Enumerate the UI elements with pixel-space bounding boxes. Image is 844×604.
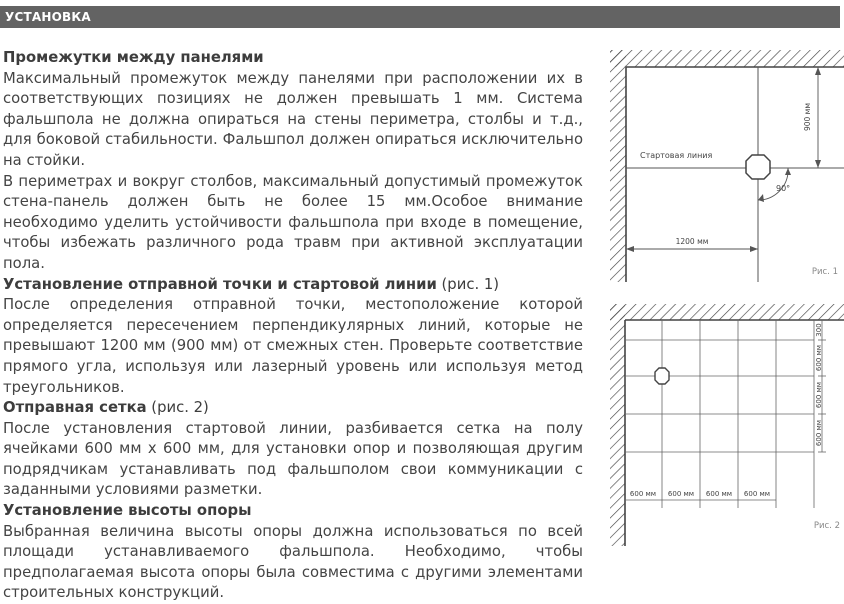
- figure-1-caption: Рис. 1: [811, 267, 838, 277]
- heading-grid: Отправная сетка (рис. 2): [3, 399, 209, 417]
- figure-2-caption: Рис. 2: [813, 521, 840, 531]
- dim-bottom-3: 600 мм: [705, 490, 733, 498]
- dim-bottom-4: 600 мм: [743, 490, 771, 498]
- figure-ref: (рис. 2): [146, 399, 209, 417]
- angle-label: 90°: [776, 184, 791, 193]
- figure-ref: (рис. 1): [436, 275, 500, 293]
- dim-bottom-1: 600 мм: [629, 490, 657, 498]
- figure-2-drawing: [600, 300, 844, 546]
- dim-right-1: 600 мм: [815, 344, 823, 372]
- wall-left: [610, 304, 625, 546]
- start-point-icon: [655, 368, 669, 384]
- dim-horizontal: 1200 мм: [675, 237, 709, 246]
- heading-panel-gaps: Промежутки между панелями: [3, 49, 264, 66]
- dim-vertical: 900 мм: [803, 102, 812, 132]
- wall-left: [610, 50, 626, 282]
- figure-1: [600, 42, 844, 282]
- dim-top: 300: [815, 323, 823, 337]
- paragraph: Выбранная величина высоты опоры должна использоваться по всей площади устанавливаемого фальшпола. Необходимо, чтобы предполагаемая высота опоры была совместима с другими элементами строительных конструкций.: [3, 522, 583, 602]
- section-header: [0, 6, 840, 28]
- start-line-label: Стартовая линия: [640, 151, 713, 160]
- figure-1-drawing: [600, 42, 844, 282]
- heading-pedestal-height: Установление высоты опоры: [3, 502, 252, 520]
- figure-2: [600, 300, 844, 546]
- wall-top: [610, 50, 844, 67]
- start-point-icon: [746, 155, 770, 179]
- body-text: [3, 48, 583, 604]
- wall-top: [610, 304, 844, 320]
- dim-bottom-2: 600 мм: [667, 490, 695, 498]
- heading-start-point: Установление отправной точки и стартовой линии (рис. 1): [3, 275, 500, 293]
- dim-right-3: 600 мм: [815, 419, 823, 447]
- paragraph: После установления стартовой линии, разбивается сетка на полу ячейками 600 мм х 600 мм, для установки опор и позволяющая другим подрядчикам устанавливать под фальшполом свои коммуникации с заданными условиями разметки.: [3, 419, 583, 499]
- dim-right-2: 600 мм: [815, 381, 823, 409]
- paragraph: После определения отправной точки, местоположение которой определяется пересечением перпендикулярных линий, которые не превышают 1200 мм (900 мм) от смежных стен. Проверьте соответствие прямого угла, используя или лазерный уровень или используя метод треугольников.: [3, 296, 583, 396]
- paragraph: Максимальный промежуток между панелями при расположении их в соответствующих позициях не должен превышать 1 мм. Система фальшпола не должна опираться на стены периметра, столбы и т.д., для боковой стабильности. Фальшпол должен опираться исключительно на стойки.: [3, 69, 583, 169]
- paragraph: В периметрах и вокруг столбов, максимальный допустимый промежуток стена-панель должен быть не более 15 мм.Особое внимание необходимо уделить устойчивости фальшпола при входе в помещение, чтобы избежать различного рода травм при активной эксплуатации пола.: [3, 172, 583, 272]
- section-title: УСТАНОВКА: [5, 10, 91, 24]
